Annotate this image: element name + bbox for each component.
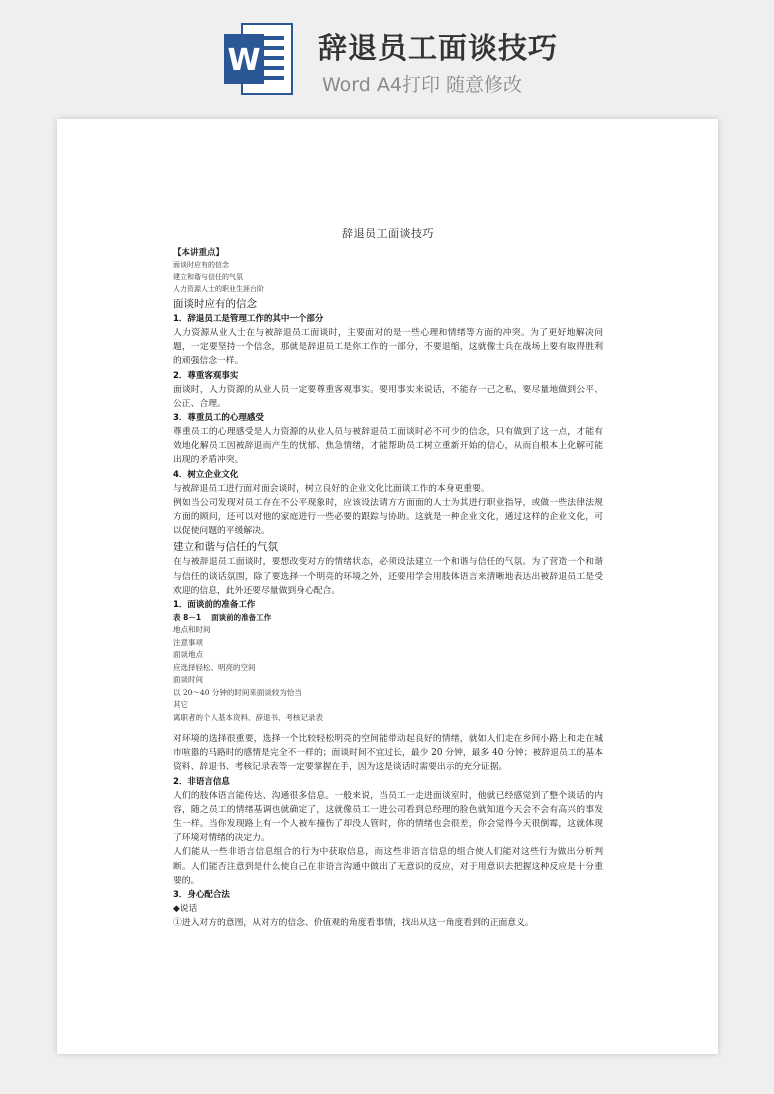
svg-text:W: W: [227, 43, 261, 78]
table-line: 面谈地点: [173, 650, 203, 660]
paragraph: 人们的肢体语言能传达、沟通很多信息。一般来说，当员工一走进面谈室时，他就已经感觉到了整个谈话的内容，随之员工的情绪基调也就确定了，这就像员工一进公司看到总经理的脸色就知道今天会不会有高兴的事发生一样。当你发现路上有一个人被车撞伤了却没人管时，你的情绪也会很差，你会觉得今天很倒霉，这就体现了环境对情绪的决定力。: [173, 790, 603, 844]
bullet-item: ◆说话: [173, 904, 198, 915]
key-point-item: 面谈时应有的信念: [173, 261, 229, 269]
banner-title: 辞退员工面谈技巧: [318, 31, 559, 65]
table-line: 地点和时间: [173, 625, 211, 635]
table-caption: 表 8－1 面谈前的准备工作: [173, 613, 272, 623]
paragraph: 人们能从一些非语言信息组合的行为中获取信息，而这些非语言信息的组合使人们能对这些行为做出分析判断。人们能否注意到是什么使自己在非语言沟通中做出了无意识的反应，对于用意识去把握这种反应是十分重要的。: [173, 847, 603, 886]
subsection-heading: 2．尊重客观事实: [173, 370, 239, 381]
table-line: 应选择轻松、明亮的空间: [173, 662, 256, 672]
paragraph: 例如当公司发现对员工存在不公平现象时，应该设法请方方面面的人士为其进行职业指导，或做一些法律法规方面的顾问，还可以对他的家庭进行一些必要的跟踪与协助。这就是一种企业文化，通过这样的企业文化，可以促使问题的平缓解决。: [173, 497, 603, 537]
document-content: [173, 225, 603, 930]
table-line: 离职者的个人基本资料、辞退书、考核记录表: [173, 712, 323, 722]
paragraph: 在与被辞退员工面谈时，要想改变对方的情绪状态，必须设法建立一个和谐与信任的气氛。为了营造一个和谐与信任的谈话氛围，除了要选择一个明亮的环境之外，还要用学会用肢体语言来清晰地表达出被辞退员工是受欢迎的信息，此外还要尽量做到身心配合。: [173, 557, 603, 596]
paragraph: 人力资源从业人士在与被辞退员工面谈时，主要面对的是一些心理和情绪等方面的冲突。为了更好地解决问题，一定要坚持一个信念，那就是辞退员工是你工作的一部分，不要退缩，这就像士兵在战场上要有取得胜利的顽强信念一样。: [173, 328, 603, 367]
key-point-item: 人力资源人士的职业生涯台阶: [173, 285, 264, 293]
document-title: 辞退员工面谈技巧: [342, 227, 434, 240]
paragraph: 与被辞退员工进行面对面会谈时，树立良好的企业文化比面谈工作的本身更重要。: [173, 483, 490, 494]
section-heading: 面谈时应有的信念: [173, 298, 257, 310]
paragraph: 面谈时，人力资源的从业人员一定要尊重客观事实。要用事实来说话，不能存一己之私，要尽量地做到公平、公正、合理。: [173, 384, 603, 409]
table-line: 注意事项: [173, 637, 203, 647]
document-page: [57, 119, 718, 1054]
paragraph: ①进入对方的意图，从对方的信念、价值观的角度看事情，找出从这一角度看到的正面意义。: [173, 918, 534, 929]
subsection-heading: 3．尊重员工的心理感受: [173, 413, 264, 424]
key-points-heading: 【本讲重点】: [173, 248, 225, 258]
subsection-heading: 4．树立企业文化: [173, 469, 239, 480]
spacer: [173, 724, 603, 732]
key-point-item: 建立和谐与信任的气氛: [173, 273, 243, 281]
banner-subtitle: Word A4打印 随意修改: [322, 74, 523, 96]
subsection-heading: 1．面谈前的准备工作: [173, 600, 256, 611]
subsection-heading: 1．辞退员工是管理工作的其中一个部分: [173, 314, 324, 324]
table-line: 其它: [173, 700, 188, 710]
subsection-heading: 2．非语言信息: [173, 776, 230, 787]
banner-header: [0, 0, 774, 112]
section-heading: 建立和谐与信任的气氛: [173, 541, 278, 554]
table-line: 以 20～40 分钟的时间来面谈较为恰当: [173, 687, 302, 697]
word-icon: [222, 22, 294, 96]
paragraph: 对环境的选择很重要，选择一个比较轻松明亮的空间能带动起良好的情绪，就如人们走在乡间小路上和走在城市喧嚣的马路时的感情是完全不一样的；面谈时间不宜过长，最少 20 分钟，最多 40 分钟；被辞退员工的基本资料、辞退书、考核记录表等一定要掌握在手，因为这是谈话时需要出示的充分证据。: [173, 734, 603, 773]
paragraph: 尊重员工的心理感受是人力资源的从业人员与被辞退员工面谈时必不可少的信念，只有做到了这一点，才能有效地化解员工因被辞退而产生的忧郁、焦急情绪，才能帮助员工树立重新开始的信心，从而自根本上化解可能出现的矛盾冲突。: [173, 427, 603, 466]
subsection-heading: 3．身心配合法: [173, 890, 230, 901]
table-line: 面谈时间: [173, 675, 203, 685]
